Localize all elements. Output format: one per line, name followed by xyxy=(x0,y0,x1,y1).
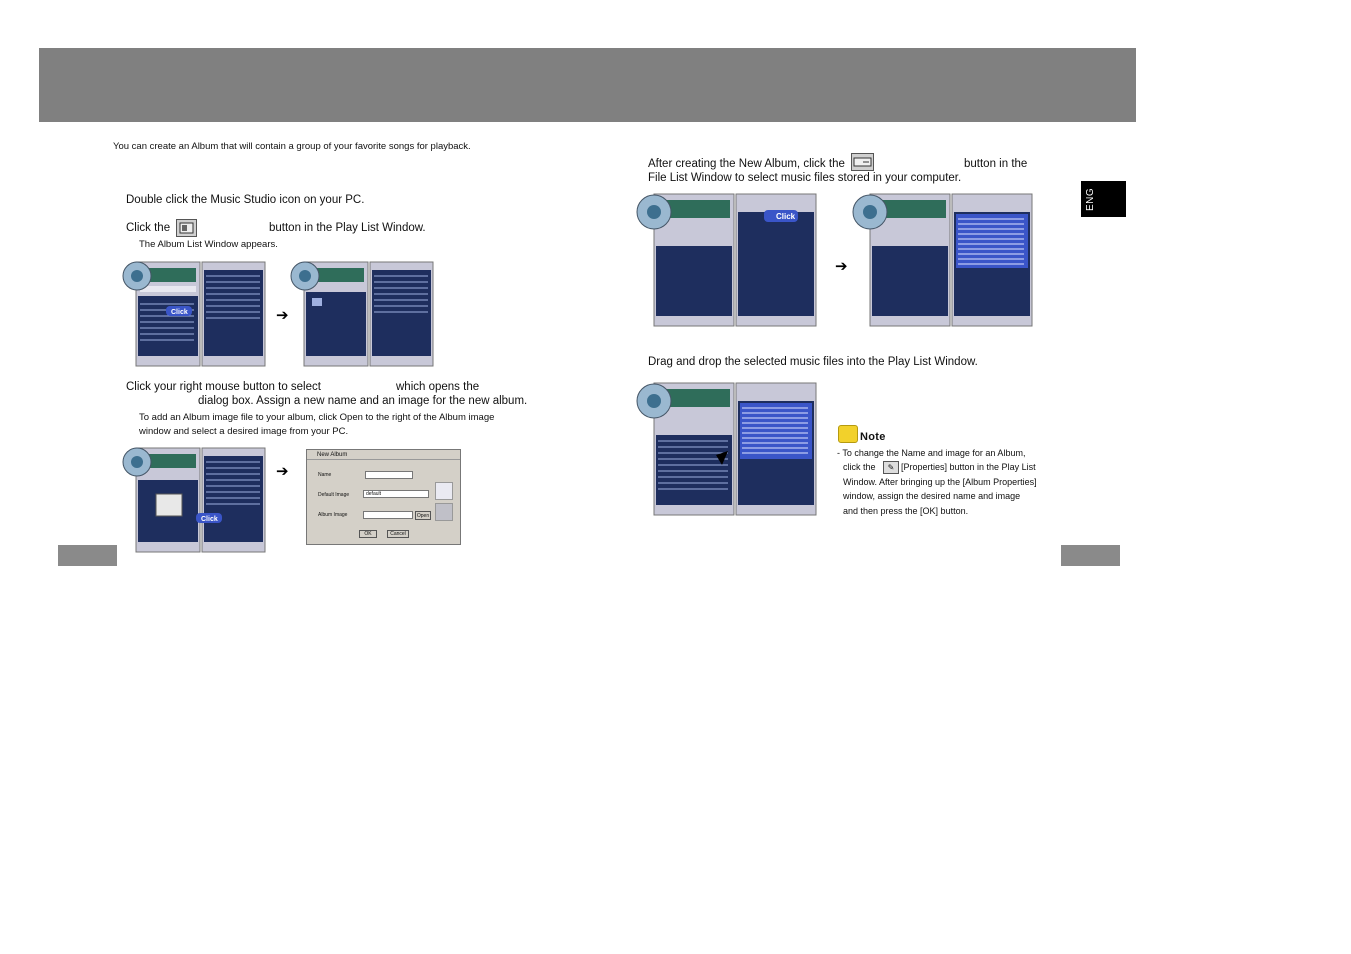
step4-line1a: After creating the New Album, click the xyxy=(648,158,845,170)
note-line2b: [Properties] button in the Play List xyxy=(901,462,1036,472)
intro-text: You can create an Album that will contain a group of your favorite songs for playback. xyxy=(113,141,471,152)
svg-text:Click: Click xyxy=(776,212,796,221)
screenshot-step2-after xyxy=(290,260,435,368)
ok-button[interactable]: OK xyxy=(359,530,377,538)
cancel-button[interactable]: Cancel xyxy=(387,530,409,538)
step2-text-a: Click the xyxy=(126,222,171,234)
image-preview xyxy=(435,482,453,500)
step3-line1a: Click your right mouse button to select xyxy=(126,381,321,393)
dialog-title: New Album xyxy=(307,450,460,460)
album-image-label: Album Image xyxy=(318,512,348,518)
default-image-label: Default Image xyxy=(318,492,350,498)
step4-line2: File List Window to select music files stored in your computer. xyxy=(648,172,962,184)
name-input[interactable] xyxy=(365,471,413,479)
open-button[interactable]: Open xyxy=(416,513,430,519)
header-banner xyxy=(39,48,1136,122)
note-line4: window, assign the desired name and image xyxy=(843,491,1021,501)
step3-line2: dialog box. Assign a new name and an image for the new album. xyxy=(198,395,528,407)
new-album-dialog xyxy=(306,449,461,545)
step3-sub1: To add an Album image file to your album, click Open to the right of the Album image xyxy=(139,412,495,423)
language-tab xyxy=(1081,181,1126,217)
note-icon xyxy=(838,425,858,443)
screenshot-step2-before xyxy=(122,260,267,368)
step2-text-b: button in the Play List Window. xyxy=(269,222,426,234)
page-number-box-right xyxy=(1061,545,1120,566)
step5-text: Drag and drop the selected music files into the Play List Window. xyxy=(648,356,978,368)
name-label: Name xyxy=(318,472,332,478)
arrow-icon: ➔ xyxy=(835,258,848,275)
arrow-icon: ➔ xyxy=(276,463,289,480)
step3-line1b: which opens the xyxy=(396,381,480,393)
svg-text:Click: Click xyxy=(201,516,218,523)
album-icon xyxy=(176,219,197,237)
note-line1: - To change the Name and image for an Album, xyxy=(837,448,1026,458)
language-tab-label: ENG xyxy=(1085,187,1096,211)
note-line2a: click the xyxy=(843,462,876,472)
album-image-input[interactable] xyxy=(363,511,413,519)
step3-sub2: window and select a desired image from your PC. xyxy=(139,426,349,437)
note-line3: Window. After bringing up the [Album Properties] xyxy=(843,477,1037,487)
note-title: Note xyxy=(860,431,886,443)
svg-text:Click: Click xyxy=(171,309,188,316)
screenshot-step4-before xyxy=(636,192,818,328)
screenshot-step5 xyxy=(636,381,818,517)
page-number-box-left xyxy=(58,545,117,566)
step2-text xyxy=(126,221,170,236)
step4-line1b: button in the xyxy=(964,158,1028,170)
step2-subtext: The Album List Window appears. xyxy=(139,239,278,250)
arrow-icon: ➔ xyxy=(276,307,289,324)
screenshot-step3-context xyxy=(122,446,267,554)
note-line5: and then press the [OK] button. xyxy=(843,506,969,516)
screenshot-step4-after xyxy=(852,192,1034,328)
step1-text: Double click the Music Studio icon on your PC. xyxy=(126,194,365,206)
properties-icon: ✎ xyxy=(883,461,899,474)
image-preview-2 xyxy=(435,503,453,521)
default-image-select[interactable]: default xyxy=(363,490,429,498)
add-files-icon xyxy=(851,153,874,171)
